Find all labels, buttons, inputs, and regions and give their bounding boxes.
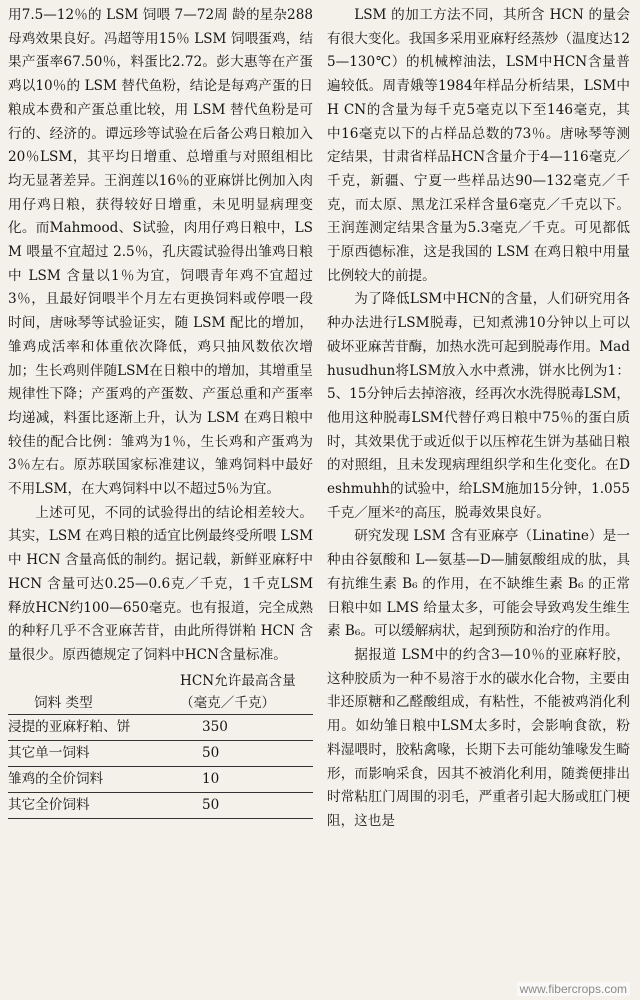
table-row: [8, 766, 313, 792]
left-paragraph-1: 用7.5—12％的 LSM 饲喂 7—72周 龄的星杂288母鸡效果良好。冯超等用15％ LSM 饲喂蛋鸡，结果产蛋率67.50％，料蛋比2.72。彭大惠等在产蛋鸡以10％的 LSM 替代鱼粉，结论是每鸡产蛋的日粮成本费和产蛋总重比较，用 LSM 替代鱼粉是可行的、经济的。谭远珍等试验在后备公鸡日粮加入20％LSM，其平均日增重、总增重与对照组相比均无显著差异。王润莲以16％的亚麻饼比例加入肉用仔鸡日粮，获得较好日增重，未见明显病理变化。而Mahmood、S试验，肉用仔鸡日粮中，LSM 喂量不宜超过 2.5％，孔庆霞试验得出雏鸡日粮中 LSM 含量以1％为宜，饲喂青年鸡不宜超过3％，且最好饲喂半个月左右更换饲料或停喂一段时间，唐咏琴等试验证实，随 LSM 配比的增加，雏鸡成活率和体重依次降低，鸡只抽风数依次增加；生长鸡则伴随LSM在日粮中的增加，其增重呈规律性下降；产蛋鸡的产蛋数、产蛋总重和产蛋率均递减，料蛋比逐渐上升，认为 LSM 在鸡日粮中较佳的配合比例：雏鸡为1％，生长鸡和产蛋鸡为3％左右。原苏联国家标准建议，雏鸡饲料中最好不用LSM，在大鸡饲料中以不超过5％为宜。: [8, 7, 313, 498]
table-cell-type: 浸提的亚麻籽粕、饼: [8, 718, 131, 735]
right-paragraph-3: 研究发现 LSM 含有亚麻亭（Linatine）是一种由谷氨酸和 L—氨基—D—脯氨酸组成的肽，具有抗维生素 B₆ 的作用，在不缺维生素 B₆ 的正常日粮中如 LMS 给量太多，可能会导致鸡发生维生素 B₆。可以缓解病状，起到预防和治疗的作用。: [327, 528, 630, 640]
site-watermark: www.fibercrops.com: [517, 982, 630, 996]
table-cell-value: 10: [202, 770, 220, 787]
right-paragraph-4: 据报道 LSM中的约含3—10％的亚麻籽胶，这种胶质为一种不易溶于水的碳水化合物，主要由非还原糖和乙醛酸组成，有粘性，不能被鸡消化利用。如幼雏日粮中LSM太多时，会影响食欲，粉料湿喂时，胶粘禽喙，长期下去可能幼雏喙发生畸形，而影响采食，因其不被消化利用，随粪便排出时常粘肛门周围的羽毛，严重者引起大肠或肛门梗阻，这也是: [327, 646, 630, 829]
table-row: [8, 714, 313, 740]
left-column: [8, 4, 313, 819]
right-paragraph-2: 为了降低LSM中HCN的含量，人们研究用各种办法进行LSM脱毒，已知煮沸10分钟以上可以破坏亚麻苦苷酶，加热水洗可起到脱毒作用。Madhusudhun将LSM放入水中煮沸，饼水比例为1：5、15分钟后去掉溶液，经再次水洗得脱毒LSM，他用这种脱毒LSM代替仔鸡日粮中75％的蛋白质时，其效果优于或近似于以压榨花生饼为基础日粮的对照组，且未发现病理组织学和生化变化。在Deshmuhh的试验中，给LSM施加15分钟，1.055千克／厘米²的高压，脱毒效果良好。: [327, 291, 630, 521]
table-col-hcn-header: HCN允许最高含量（毫克／千克）: [180, 672, 296, 711]
right-column: [327, 4, 630, 834]
hcn-standard-table: [8, 714, 313, 819]
right-paragraph-1: LSM 的加工方法不同，其所含 HCN 的量会有很大变化。我国多采用亚麻籽经蒸炒（温度达125—130℃）的机械榨油法，LSM中HCN含量普遍较低。周青娥等1984年样品分析结果，LSM中H CN的含量为每千克5毫克以下至146毫克，其中16毫克以下的占样品总数的73％。唐咏琴等测定结果，甘肃省样品HCN含量介于4—116毫克／千克，新疆、宁夏一些样品达90—132毫克／千克，而太原、黑龙江采样含量6毫克／千克以下。王润莲测定结果含量为5.3毫克／千克。可见都低于原西德标准，这是我国的 LSM 在鸡日粮中用量比例较大的前提。: [327, 7, 630, 284]
table-cell-value: 50: [202, 744, 220, 761]
table-cell-value: 50: [202, 796, 220, 813]
left-paragraph-2: 上述可见，不同的试验得出的结论相差较大。其实，LSM 在鸡日粮的适宜比例最终受所喂 LSM 中 HCN 含量高低的制约。据记载，新鲜亚麻籽中 HCN 含量可达0.25—0.6克／千克，1千克LSM释放HCN约100—650毫克。也有报道，完全成熟的种籽几乎不含亚麻苦苷，由此所得饼粕 HCN 含量很少。原西德规定了饲料中HCN含量标准。: [8, 504, 313, 663]
table-cell-type: 其它单一饲料: [8, 744, 90, 761]
table-col-type-header: 饲料 类型: [34, 694, 93, 711]
table-row: [8, 740, 313, 766]
table-cell-type: 其它全价饲料: [8, 796, 90, 813]
table-row: [8, 792, 313, 819]
table-cell-value: 350: [202, 718, 228, 735]
hcn-standard-table-header: [8, 670, 313, 714]
table-cell-type: 雏鸡的全价饲料: [8, 770, 104, 787]
